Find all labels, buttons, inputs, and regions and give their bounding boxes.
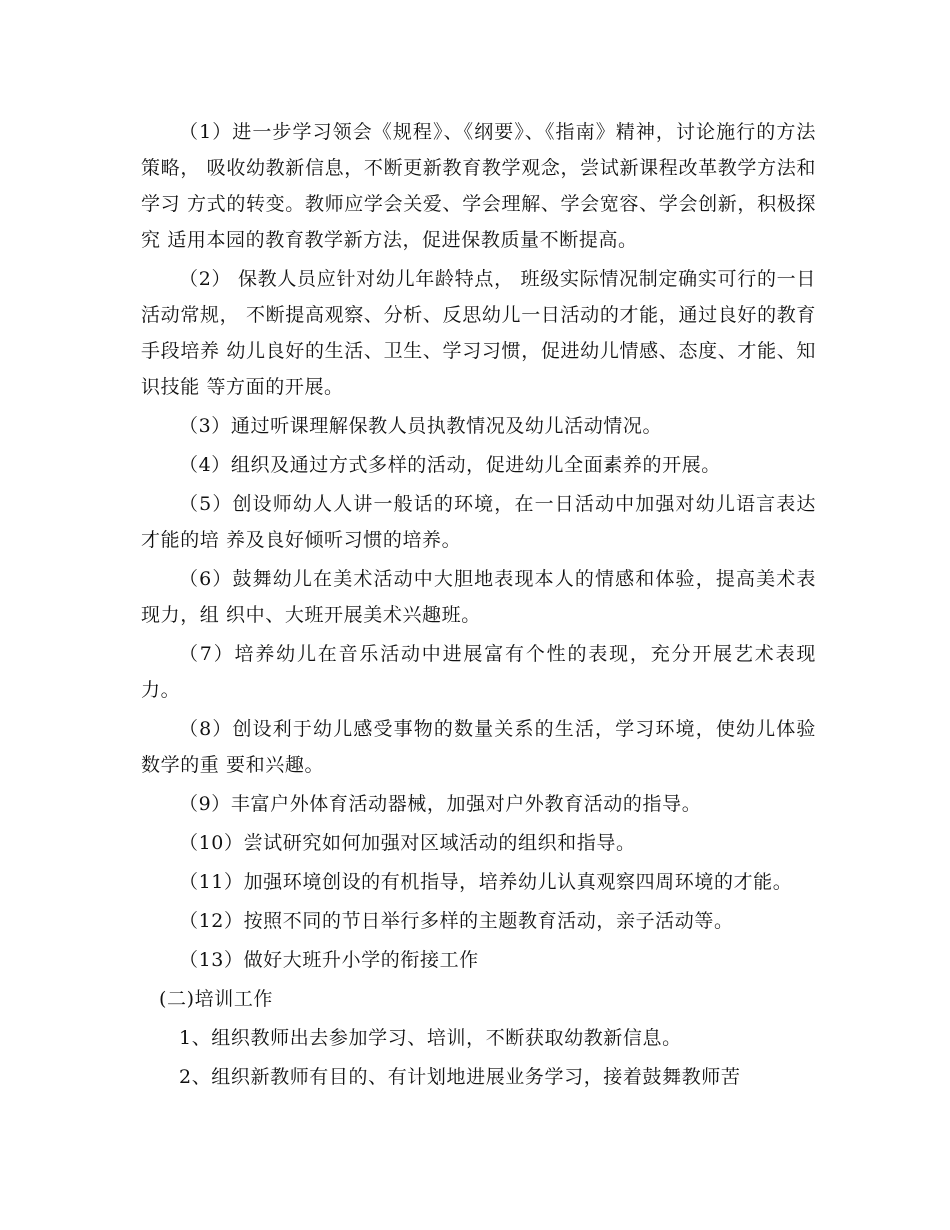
paragraph-item-12: （12）按照不同的节日举行多样的主题教育活动，亲子活动等。 (179, 910, 734, 932)
paragraph-item-11: （11）加强环境创设的有机指导，培养幼儿认真观察四周环境的才能。 (179, 871, 793, 893)
paragraph-item-2: （2） 保教人员应针对幼儿年龄特点， 班级实际情况制定确实可行的一日活动常规， 不断提高观察、分析、反思幼儿一日活动的才能，通过良好的教育手段培养 幼儿良好的生活、卫生、学习习惯，促进幼儿情感、态度、才能、知识技能 等方面的开展。 (141, 268, 816, 398)
paragraph-item-9: （9）丰富户外体育活动器械，加强对户外教育活动的指导。 (179, 793, 702, 815)
paragraph-item-1: （1）进一步学习领会《规程》、《纲要》、《指南》精神，讨论施行的方法策略， 吸收幼教新信息，不断更新教育教学观念，尝试新课程改革教学方法和学习 方式的转变。教师应学会关爱、学会理解、学会宽容、学会创新，积极探究 适用本园的教育教学新方法，促进保教质量不断提高。 (141, 121, 816, 251)
paragraph-item-6: （6）鼓舞幼儿在美术活动中大胆地表现本人的情感和体验，提高美术表现力，组 织中、大班开展美术兴趣班。 (141, 568, 816, 626)
paragraph-item-3: （3）通过听课理解保教人员执教情况及幼儿活动情况。 (179, 415, 663, 437)
training-item-1: 1、组织教师出去参加学习、培训，不断获取幼教新信息。 (179, 1027, 682, 1049)
paragraph-item-5: （5）创设师幼人人讲一般话的环境，在一日活动中加强对幼儿语言表达才能的培 养及良好倾听习惯的培养。 (141, 493, 816, 551)
paragraph-item-10: （10）尝试研究如何加强对区域活动的组织和指导。 (179, 832, 636, 854)
document-body (141, 114, 816, 1098)
paragraph-item-7: （7）培养幼儿在音乐活动中进展富有个性的表现，充分开展艺术表现力。 (141, 643, 816, 701)
training-item-2: 2、组织新教师有目的、有计划地进展业务学习，接着鼓舞教师苦 (179, 1066, 741, 1088)
paragraph-item-13: （13）做好大班升小学的衔接工作 (179, 949, 479, 971)
section-heading-training: (二)培训工作 (159, 988, 274, 1010)
paragraph-item-4: （4）组织及通过方式多样的活动，促进幼儿全面素养的开展。 (179, 454, 721, 476)
paragraph-item-8: （8）创设利于幼儿感受事物的数量关系的生活，学习环境，使幼儿体验数学的重 要和兴趣。 (141, 718, 816, 776)
